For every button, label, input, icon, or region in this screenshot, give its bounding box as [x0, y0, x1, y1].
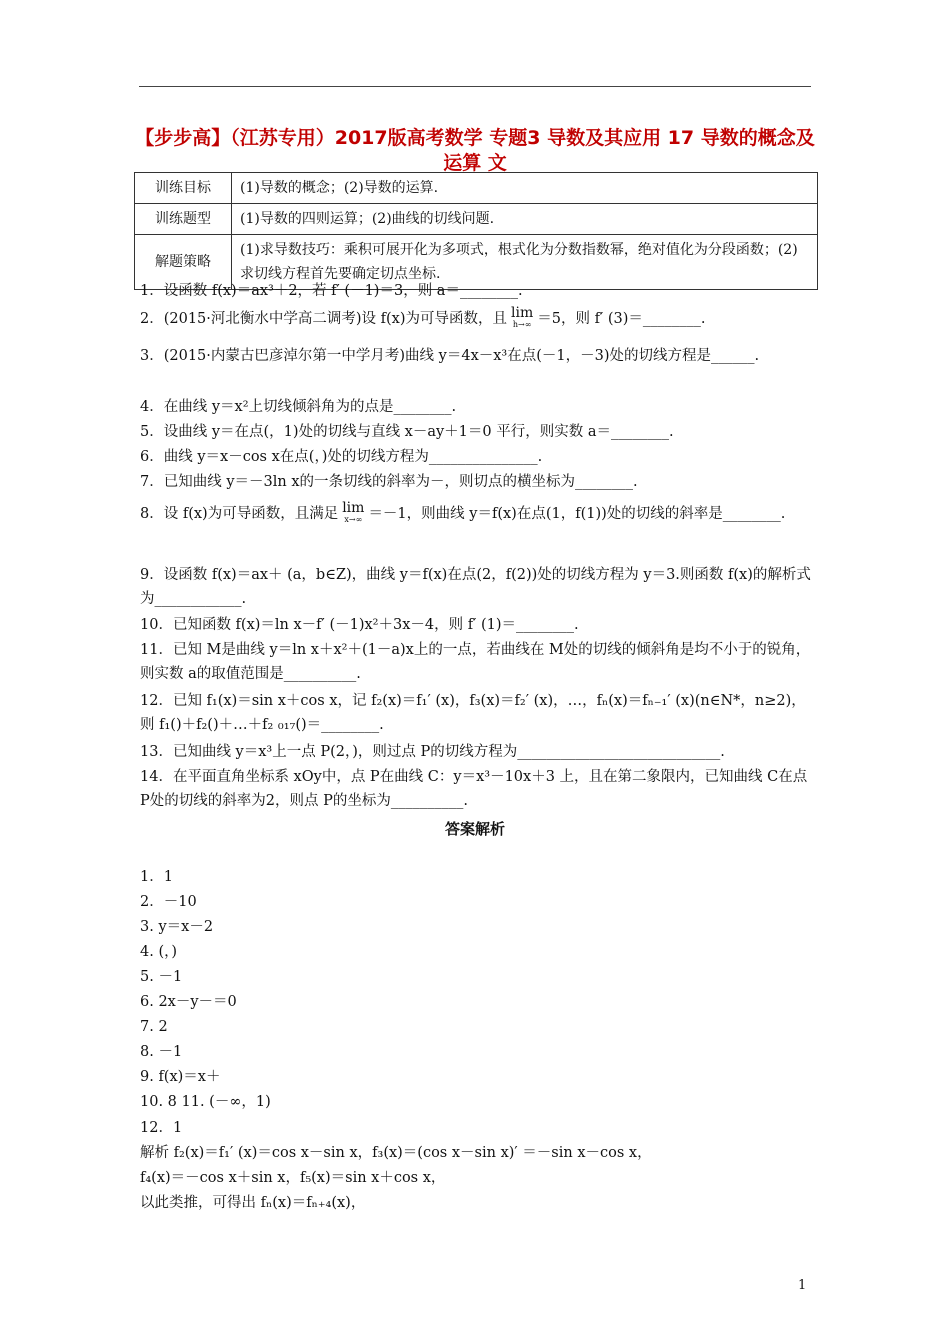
page-number: 1 [798, 1278, 807, 1293]
answer-line: 10. 8 11. (－∞，1) [140, 1094, 271, 1110]
question-2-text-a: 2．(2015·河北衡水中学高二调考)设 f(x)为可导函数，且 [140, 311, 508, 327]
table-value: (1)导数的四则运算；(2)曲线的切线问题. [232, 204, 818, 235]
answer-line: 2．－10 [140, 894, 197, 910]
question-8-text-b: ＝－1，则曲线 y＝f(x)在点(1，f(1))处的切线的斜率是________. [368, 506, 786, 522]
limit-subscript: h→∞ [512, 320, 532, 329]
document-title: 【步步高】（江苏专用）2017版高考数学 专题3 导数及其应用 17 导数的概念及运算 文 [135, 127, 815, 174]
question-13: 13．已知曲线 y＝x³上一点 P(2，)，则过点 P的切线方程为____________________________. [140, 744, 725, 760]
question-8-text-a: 8．设 f(x)为可导函数，且满足 [140, 506, 339, 522]
answer-line: 4. (，) [140, 944, 178, 960]
table-row [135, 204, 818, 235]
answer-line: 8. －1 [140, 1044, 183, 1060]
answer-line: 6. 2x－y－＝0 [140, 994, 237, 1010]
table-key: 训练题型 [135, 204, 232, 235]
answer-line: 3. y＝x－2 [140, 919, 214, 935]
question-2-text-b: ＝5，则 f′ (3)＝________. [537, 311, 706, 327]
answer-line: 以此类推，可得出 fₙ(x)＝fₙ₊₄(x)， [140, 1195, 366, 1211]
limit-subscript: x→∞ [344, 515, 363, 524]
answer-line: 12．1 [140, 1120, 183, 1136]
question-7: 7．已知曲线 y＝－3ln x的一条切线的斜率为－，则切点的横坐标为________. [140, 474, 638, 490]
table-key: 解题策略 [135, 235, 232, 290]
question-5: 5．设曲线 y＝在点(，1)处的切线与直线 x－ay＋1＝0 平行，则实数 a＝________. [140, 424, 674, 440]
answer-line: 7. 2 [140, 1019, 168, 1035]
training-info-table [134, 172, 818, 290]
question-14: 14．在平面直角坐标系 xOy中，点 P在曲线 C：y＝x³－10x＋3 上，且在第二象限内，已知曲线 C在点 P处的切线的斜率为2，则点 P的坐标为__________. [140, 769, 808, 809]
limit-symbol [342, 502, 364, 526]
answer-heading: 答案解析 [444, 820, 505, 838]
question-3: 3．(2015·内蒙古巴彦淖尔第一中学月考)曲线 y＝4x－x³在点(－1，－3)处的切线方程是______. [140, 348, 760, 364]
question-2 [140, 307, 812, 331]
answer-line: 解析 f₂(x)＝f₁′ (x)＝cos x－sin x，f₃(x)＝(cos x－sin x)′ ＝－sin x－cos x， [140, 1145, 652, 1161]
answer-line: 9. f(x)＝x＋ [140, 1069, 221, 1085]
table-value: (1)导数的概念；(2)导数的运算. [232, 173, 818, 204]
limit-label: lim [342, 500, 365, 516]
question-4: 4．在曲线 y＝x²上切线倾斜角为的点是________. [140, 399, 457, 415]
question-9: 9．设函数 f(x)＝ax＋ (a，b∈Z)，曲线 y＝f(x)在点(2，f(2))处的切线方程为 y＝3.则函数 f(x)的解析式为____________. [140, 567, 811, 607]
limit-symbol [511, 307, 533, 331]
question-8 [140, 502, 812, 526]
question-10: 10．已知函数 f(x)＝ln x－f′ (－1)x²＋3x－4，则 f′ (1)＝________. [140, 617, 579, 633]
limit-label: lim [511, 305, 534, 321]
question-11: 11．已知 M是曲线 y＝ln x＋x²＋(1－a)x上的一点，若曲线在 M处的切线的倾斜角是均不小于的锐角，则实数 a的取值范围是__________. [140, 642, 811, 682]
question-12: 12．已知 f₁(x)＝sin x＋cos x，记 f₂(x)＝f₁′ (x)，f₃(x)＝f₂′ (x)，…，fₙ(x)＝fₙ₋₁′ (x)(n∈N*，n≥2)，则 f₁()＋f₂()＋…＋f₂ ₀₁₇()＝________. [140, 693, 806, 733]
question-6: 6．曲线 y＝x－cos x在点(，)处的切线方程为_______________. [140, 449, 543, 465]
table-value: (1)求导数技巧：乘积可展开化为多项式，根式化为分数指数幂，绝对值化为分段函数；(2)求切线方程首先要确定切点坐标. [232, 235, 818, 290]
header-rule [139, 86, 811, 87]
table-key: 训练目标 [135, 173, 232, 204]
answer-line: 5. －1 [140, 969, 183, 985]
answer-line: 1．1 [140, 869, 173, 885]
answer-line: f₄(x)＝－cos x＋sin x，f₅(x)＝sin x＋cos x， [140, 1170, 446, 1186]
table-row [135, 173, 818, 204]
question-1: 1．设函数 f(x)＝ax³＋2，若 f′ (－1)＝3，则 a＝________. [140, 283, 523, 299]
